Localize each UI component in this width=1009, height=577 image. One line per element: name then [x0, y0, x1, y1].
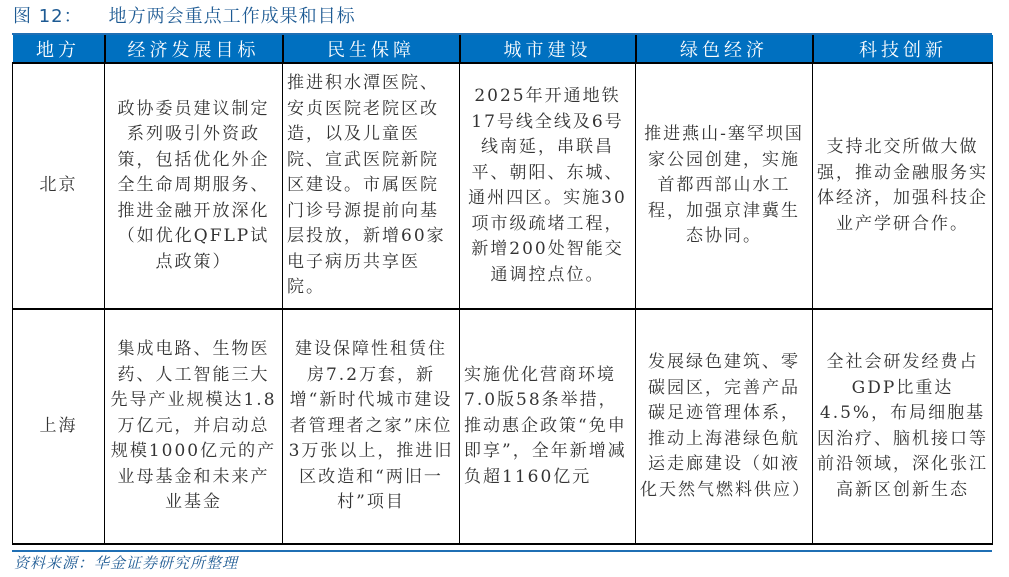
- cell-region: 上海: [13, 309, 105, 544]
- table-row: [13, 63, 993, 309]
- cell-tech: 支持北交所做大做强，推动金融服务实体经济，加强科技企业产学研合作。: [813, 63, 993, 309]
- table-row: [13, 309, 993, 544]
- header-tech: 科技创新: [813, 35, 993, 63]
- header-economic: 经济发展目标: [105, 35, 283, 63]
- cell-economic: 集成电路、生物医药、人工智能三大先导产业规模达1.8万亿元，并启动总规模1000亿元的产业母基金和未来产业基金: [105, 309, 283, 544]
- cell-tech: 全社会研发经费占GDP比重达4.5%，布局细胞基因治疗、脑机接口等前沿领域，深化张江高新区创新生态: [813, 309, 993, 544]
- cell-green: 推进燕山-塞罕坝国家公园创建，实施首都西部山水工程，加强京津冀生态协同。: [636, 63, 813, 309]
- cell-livelihood: 推进积水潭医院、安贞医院老院区改造，以及儿童医院、宣武医院新院区建设。市属医院门诊号源提前向基层投放，新增60家电子病历共享医院。: [283, 63, 460, 309]
- cell-urban: 实施优化营商环境7.0版58条举措，推动惠企政策“免申即享”，全年新增减负超1160亿元: [460, 309, 636, 544]
- figure-number: 图 12：: [13, 6, 83, 27]
- header-region: 地方: [13, 35, 105, 63]
- policy-table: [12, 35, 993, 545]
- cell-urban: 2025年开通地铁17号线全线及6号线南延，串联昌平、朝阳、东城、通州四区。实施30项市级疏堵工程，新增200处智能交通调控点位。: [460, 63, 636, 309]
- source-note: 资料来源：华金证券研究所整理: [14, 554, 239, 572]
- figure-caption: 地方两会重点工作成果和目标: [108, 6, 356, 27]
- header-green: 绿色经济: [636, 35, 813, 63]
- cell-livelihood: 建设保障性租赁住房7.2万套，新增“新时代城市建设者管理者之家”床位3万张以上，推进旧区改造和“两旧一村”项目: [283, 309, 460, 544]
- table-header-row: [13, 35, 993, 63]
- cell-economic: 政协委员建议制定系列吸引外资政策，包括优化外企全生命周期服务、推进金融开放深化（如优化QFLP试点政策）: [105, 63, 283, 309]
- header-urban: 城市建设: [460, 35, 636, 63]
- figure-title: [13, 5, 356, 29]
- cell-green: 发展绿色建筑、零碳园区，完善产品碳足迹管理体系，推动上海港绿色航运走廊建设（如液化天然气燃料供应）: [636, 309, 813, 544]
- header-livelihood: 民生保障: [283, 35, 460, 63]
- cell-region: 北京: [13, 63, 105, 309]
